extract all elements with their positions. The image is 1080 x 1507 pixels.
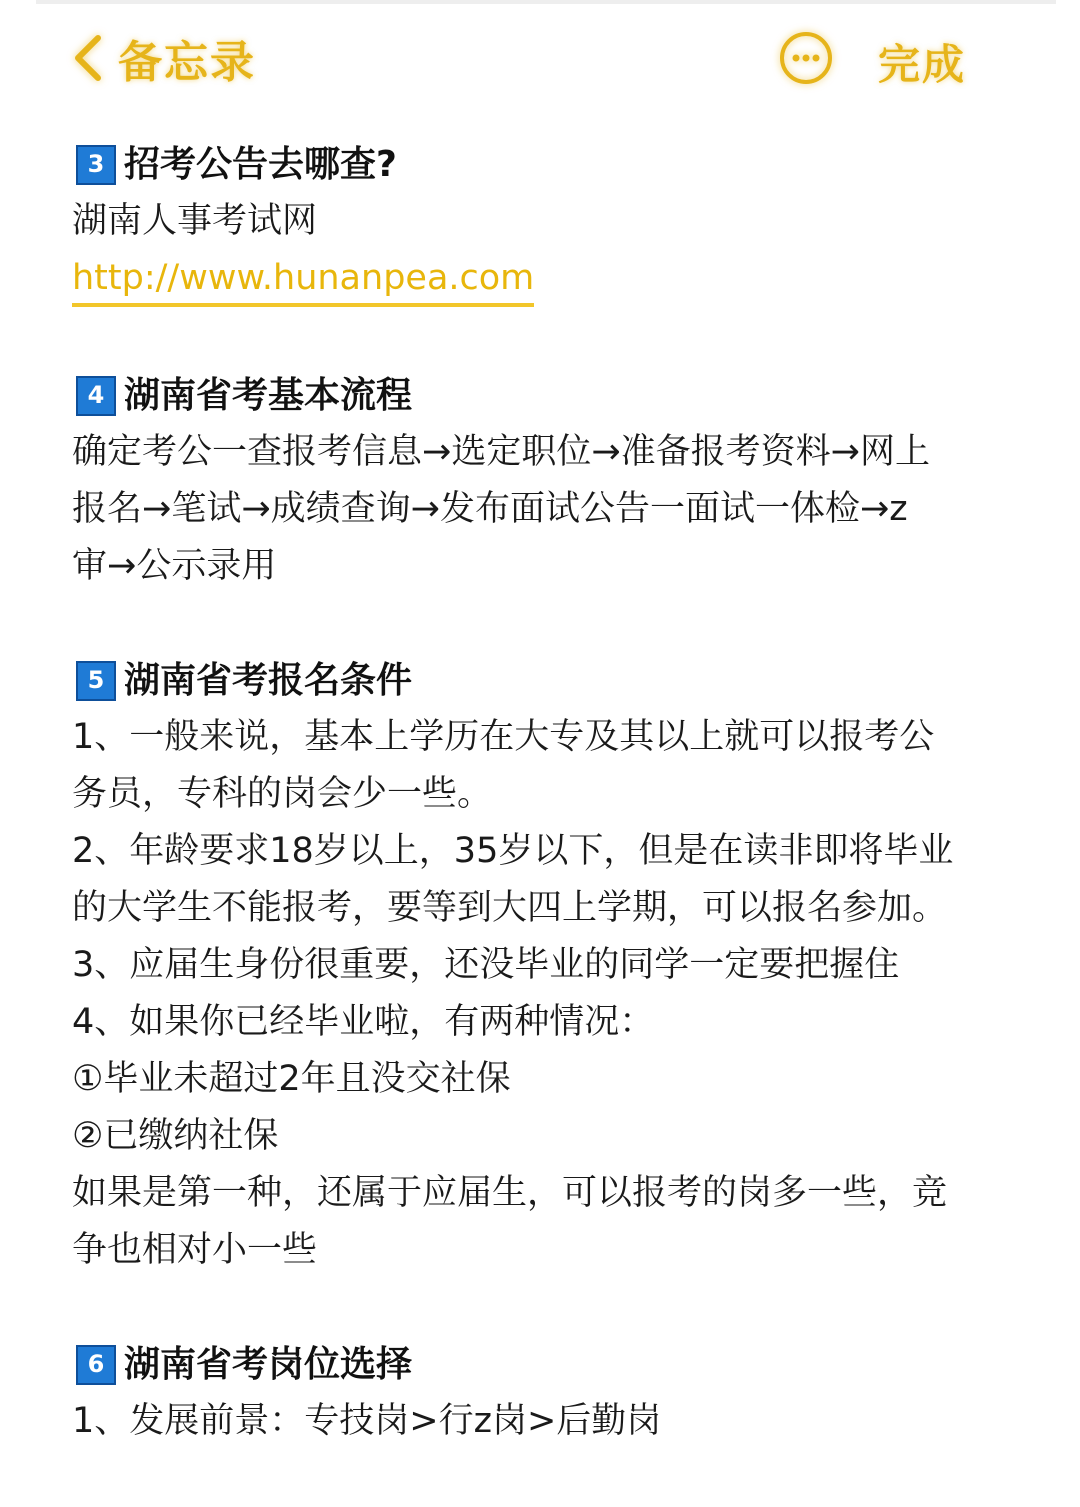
top-divider — [36, 0, 1056, 4]
text-line: ①毕业未超过2年且没交社保 — [72, 1059, 511, 1099]
section-title: 湖南省考岗位选择 — [124, 1344, 413, 1385]
section-3 — [72, 136, 1012, 310]
chevron-left-icon — [70, 34, 104, 82]
section-title: 湖南省考报名条件 — [124, 660, 413, 701]
number-badge: 4 — [76, 376, 116, 416]
website-link[interactable]: http://www.hunanpea.com — [72, 253, 534, 307]
section-heading — [72, 652, 1012, 709]
section-heading — [72, 1336, 1012, 1393]
text-line: 2、年龄要求18岁以上，35岁以下，但是在读非即将毕业 — [72, 831, 954, 871]
section-4 — [72, 367, 1012, 595]
text-line: 如果是第一种，还属于应届生，可以报考的岗多一些，竞 — [72, 1173, 948, 1213]
text-line: 1、一般来说，基本上学历在大专及其以上就可以报考公 — [72, 717, 935, 757]
number-badge: 3 — [76, 145, 116, 185]
nav-bar — [0, 18, 1080, 98]
text-line: 审→公示录用 — [72, 546, 277, 586]
text-line: 务员，专科的岗会少一些。 — [72, 774, 493, 814]
number-badge: 6 — [76, 1345, 116, 1385]
text-line: 的大学生不能报考，要等到大四上学期，可以报名参加。 — [72, 888, 948, 928]
section-5 — [72, 652, 1012, 1279]
text-line: 4、如果你已经毕业啦，有两种情况： — [72, 1002, 655, 1042]
text-line: 确定考公一查报考信息→选定职位→准备报考资料→网上 — [72, 432, 930, 472]
section-6 — [72, 1336, 1012, 1450]
text-line: ②已缴纳社保 — [72, 1116, 279, 1156]
text-line: 1、发展前景：专技岗>行z岗>后勤岗 — [72, 1401, 662, 1441]
back-button[interactable] — [70, 26, 256, 90]
done-button[interactable]: 完成 — [878, 40, 967, 89]
note-body[interactable] — [72, 136, 1012, 1507]
text-line: 争也相对小一些 — [72, 1230, 318, 1270]
section-title: 湖南省考基本流程 — [124, 375, 413, 416]
text-line: 3、应届生身份很重要，还没毕业的同学一定要把握住 — [72, 945, 900, 985]
text-line: 湖南人事考试网 — [72, 201, 318, 241]
more-dots-icon[interactable] — [778, 30, 834, 86]
text-line: 报名→笔试→成绩查询→发布面试公告一面试一体检→z — [72, 489, 908, 529]
number-badge: 5 — [76, 661, 116, 701]
section-heading — [72, 367, 1012, 424]
section-title: 招考公告去哪查? — [124, 144, 397, 185]
section-heading — [72, 136, 1012, 193]
back-label: 备忘录 — [118, 37, 256, 88]
